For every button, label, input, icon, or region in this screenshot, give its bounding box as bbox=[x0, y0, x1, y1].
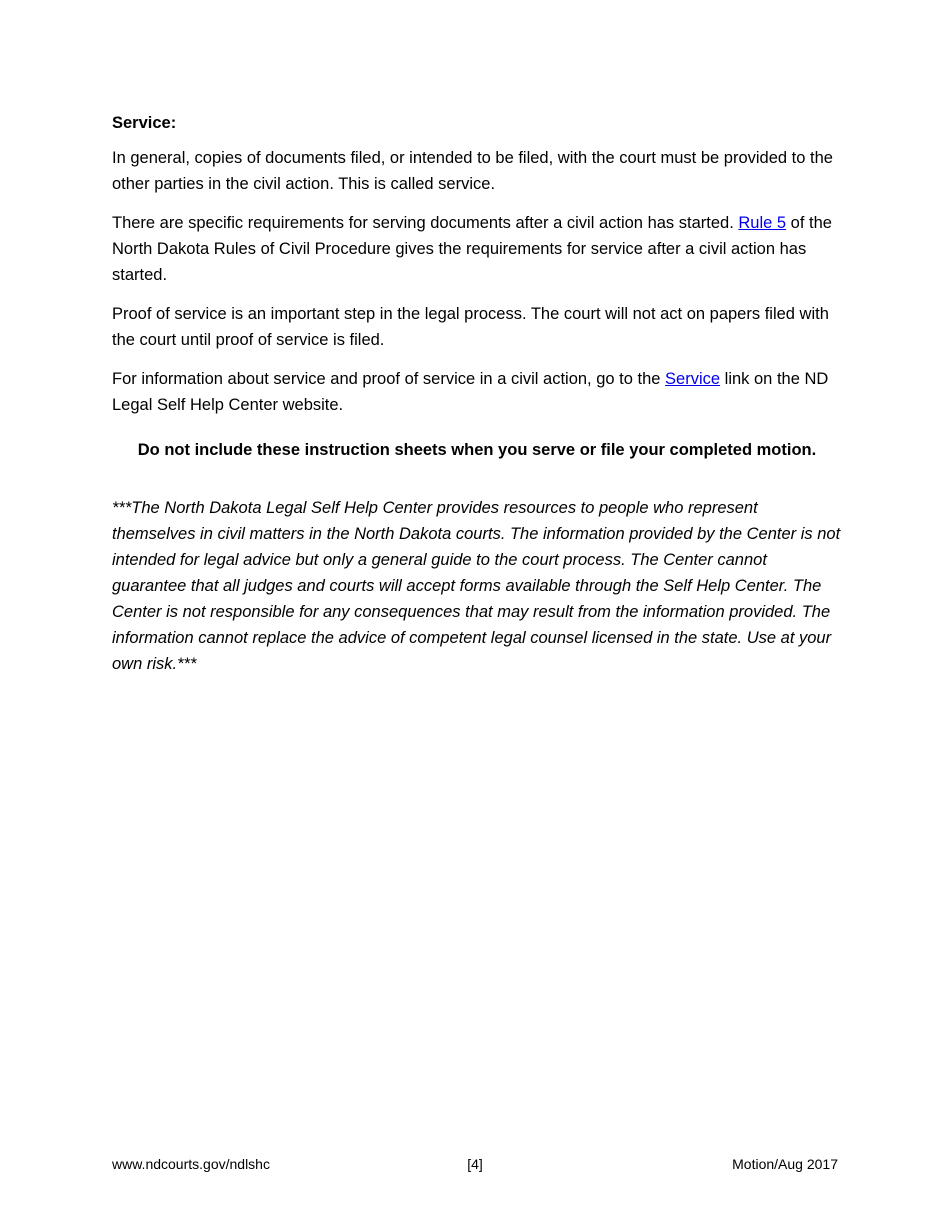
paragraph-text: link on the ND Legal Self Help Center website. bbox=[112, 370, 829, 414]
section-heading-service: Service: bbox=[112, 114, 177, 132]
footer-page-number: [4] bbox=[467, 1156, 483, 1172]
page-footer bbox=[112, 1154, 838, 1174]
instruction-notice: Do not include these instruction sheets when you serve or file your completed motion. bbox=[137, 441, 817, 459]
document-page bbox=[112, 112, 842, 677]
disclaimer-text: ***The North Dakota Legal Self Help Center provides resources to people who represent themselves in civil matters in the North Dakota courts. The information provided by the Center is not intended for legal advice but only a general guide to the court process. The Center cannot guarantee that all judges and courts will accept forms available through the Self Help Center. The Center is not responsible for any consequences that may result from the information provided. The information cannot replace the advice of competent legal counsel licensed in the state. Use at your own risk.*** bbox=[112, 499, 841, 673]
service-link[interactable]: Service bbox=[665, 370, 721, 388]
paragraph-proof-of-service: Proof of service is an important step in the legal process. The court will not act on papers filed with the court until proof of service is filed. bbox=[112, 305, 829, 349]
footer-form-id: Motion/Aug 2017 bbox=[732, 1156, 838, 1172]
paragraph-service-requirements bbox=[112, 210, 842, 288]
paragraph-service-general: In general, copies of documents filed, or intended to be filed, with the court must be provided to the other parties in the civil action. This is called service. bbox=[112, 149, 833, 193]
paragraph-text: There are specific requirements for serving documents after a civil action has started. bbox=[112, 214, 739, 232]
paragraph-service-info bbox=[112, 366, 842, 418]
paragraph-text: of the North Dakota Rules of Civil Procedure gives the requirements for service after a civil action has started. bbox=[112, 214, 832, 284]
paragraph-text: For information about service and proof of service in a civil action, go to the bbox=[112, 370, 666, 388]
rule-5-link[interactable]: Rule 5 bbox=[738, 214, 787, 232]
footer-website: www.ndcourts.gov/ndlshc bbox=[112, 1156, 270, 1172]
